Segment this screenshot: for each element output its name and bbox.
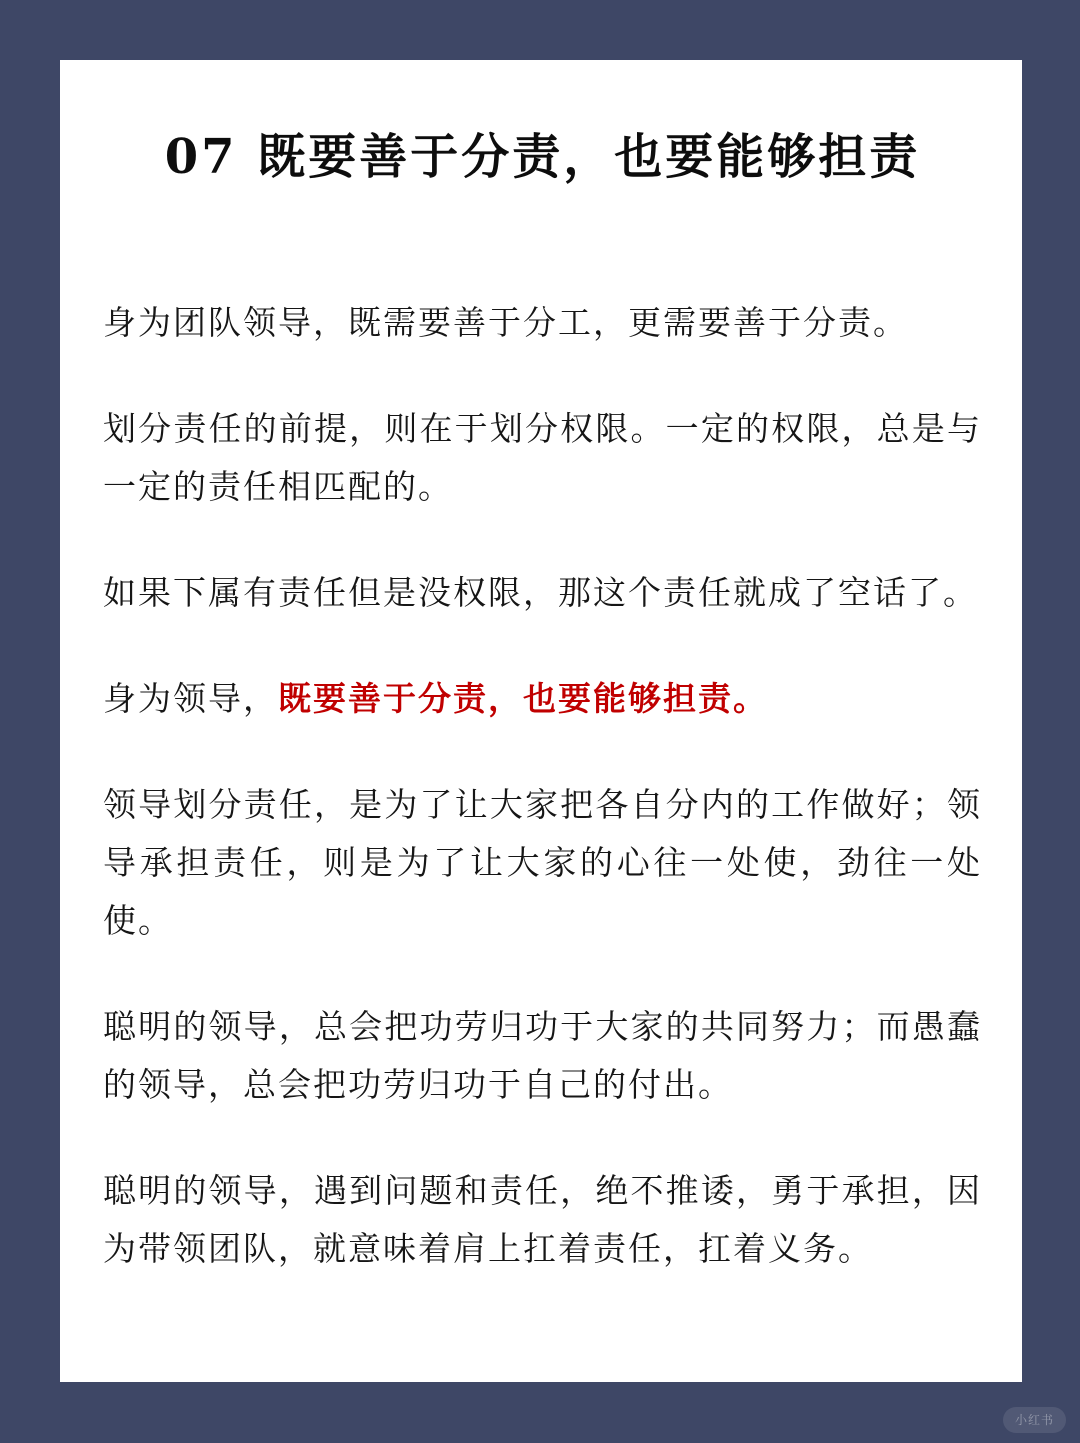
paragraph-5: 领导划分责任，是为了让大家把各自分内的工作做好；领导承担责任，则是为了让大家的心往一处使，劲往一处使。 [103, 785, 982, 940]
paragraph-6: 聪明的领导，总会把功劳归功于大家的共同努力；而愚蠢的领导，总会把功劳归功于自己的付出。 [103, 1007, 982, 1104]
page-title: 07 既要善于分责，也要能够担责 [164, 129, 921, 185]
paragraph-3: 如果下属有责任但是没权限，那这个责任就成了空话了。 [103, 573, 978, 612]
article-card [60, 60, 1022, 1382]
paragraph-4 [103, 670, 982, 728]
xiaohongshu-watermark: 小红书 [1003, 1407, 1066, 1433]
paragraph-4-highlighted-text: 既要善于分责，也要能够担责。 [278, 679, 768, 718]
paragraph-1: 身为团队领导，既需要善于分工，更需要善于分责。 [103, 303, 908, 342]
paragraph-7: 聪明的领导，遇到问题和责任，绝不推诿，勇于承担，因为带领团队，就意味着肩上扛着责任，扛着义务。 [103, 1171, 982, 1268]
paragraph-4-lead-text: 身为领导， [103, 679, 278, 718]
paragraph-2: 划分责任的前提，则在于划分权限。一定的权限，总是与一定的责任相匹配的。 [103, 409, 982, 506]
